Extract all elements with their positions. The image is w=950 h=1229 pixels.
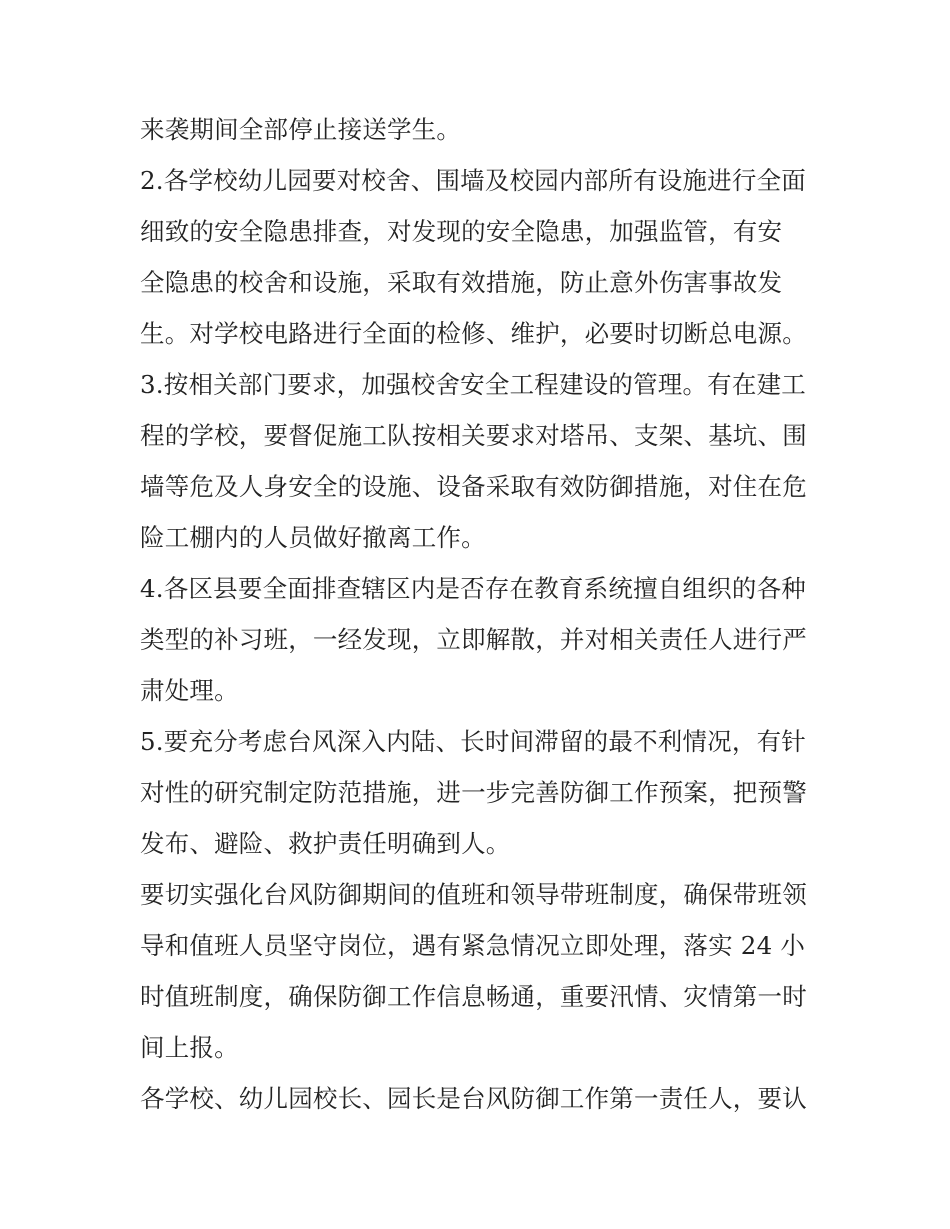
text-line: 发布、避险、救护责任明确到人。 — [140, 829, 511, 858]
document-body — [140, 104, 816, 1124]
text-line: 生。对学校电路进行全面的检修、维护，必要时切断总电源。 — [140, 319, 807, 348]
text-line: 对性的研究制定防范措施，进一步完善防御工作预案，把预警 — [140, 778, 807, 807]
text-line: 5.要充分考虑台风深入内陆、长时间滞留的最不利情况，有针 — [140, 727, 806, 756]
text-line: 各学校、幼儿园校长、园长是台风防御工作第一责任人，要认 — [140, 1084, 807, 1113]
text-line: 肃处理。 — [140, 676, 239, 705]
text-line: 2.各学校幼儿园要对校舍、围墙及校园内部所有设施进行全面 — [140, 166, 806, 195]
text-line: 来袭期间全部停止接送学生。 — [140, 115, 462, 144]
text-line: 间上报。 — [140, 1033, 239, 1062]
text-line: 要切实强化台风防御期间的值班和领导带班制度，确保带班领 — [140, 880, 807, 909]
text-line: 细致的安全隐患排查，对发现的安全隐患，加强监管，有安 — [140, 217, 783, 246]
text-line: 险工棚内的人员做好撤离工作。 — [140, 523, 486, 552]
text-line: 4.各区县要全面排查辖区内是否存在教育系统擅自组织的各种 — [140, 574, 806, 603]
text-line: 3.按相关部门要求，加强校舍安全工程建设的管理。有在建工 — [140, 370, 806, 399]
text-line: 程的学校，要督促施工队按相关要求对塔吊、支架、基坑、围 — [140, 421, 807, 450]
text-line: 时值班制度，确保防御工作信息畅通，重要汛情、灾情第一时 — [140, 982, 807, 1011]
text-line: 全隐患的校舍和设施，采取有效措施，防止意外伤害事故发 — [140, 268, 783, 297]
text-line: 墙等危及人身安全的设施、设备采取有效防御措施，对住在危 — [140, 472, 807, 501]
text-line: 导和值班人员坚守岗位，遇有紧急情况立即处理，落实 24 小 — [140, 931, 806, 960]
text-line: 类型的补习班，一经发现，立即解散，并对相关责任人进行严 — [140, 625, 807, 654]
